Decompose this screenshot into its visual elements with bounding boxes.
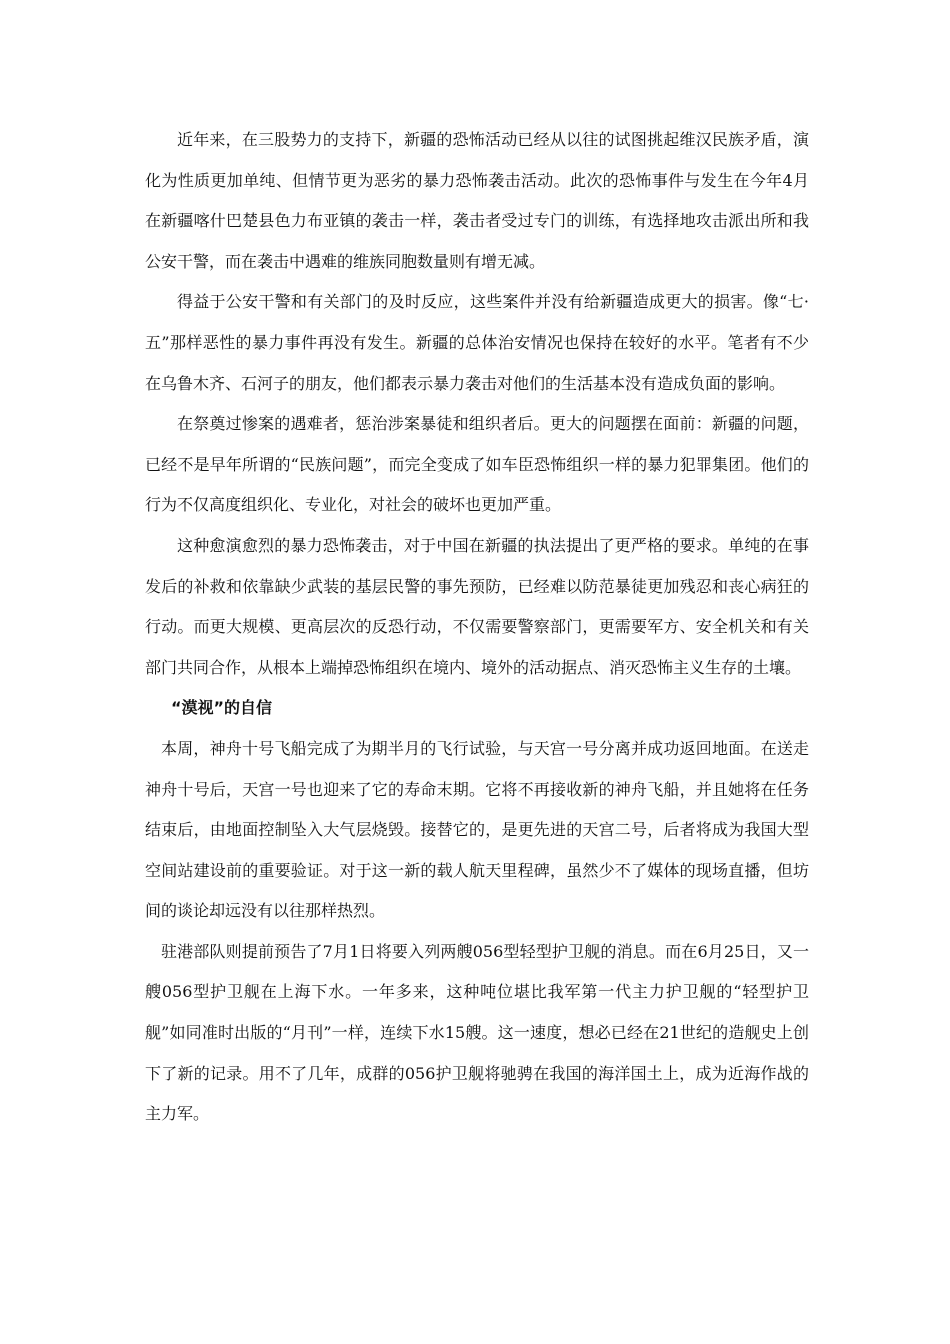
paragraph-police-response: 得益于公安干警和有关部门的及时反应，这些案件并没有给新疆造成更大的损害。像“七·五”那样恶性的暴力事件再没有发生。新疆的总体治安情况也保持在较好的水平。笔者有不少在乌鲁木齐、石河子的朋友，他们都表示暴力袭击对他们的生活基本没有造成负面的影响。 [145, 292, 809, 393]
paragraph-bigger-problem: 在祭奠过惨案的遇难者，惩治涉案暴徒和组织者后。更大的问题摆在面前：新疆的问题，已经不是早年所谓的“民族问题”，而完全变成了如车臣恐怖组织一样的暴力犯罪集团。他们的行为不仅高度组织化、专业化，对社会的破坏也更加严重。 [145, 414, 809, 515]
paragraph-shenzhou-tiangong: 本周，神舟十号飞船完成了为期半月的飞行试验，与天宫一号分离并成功返回地面。在送走神舟十号后，天宫一号也迎来了它的寿命末期。它将不再接收新的神舟飞船，并且她将在任务结束后，由地面控制坠入大气层烧毁。接替它的，是更先进的天宫二号，后者将成为我国大型空间站建设前的重要验证。对于这一新的载人航天里程碑，虽然少不了媒体的现场直播，但坊间的谈论却远没有以往那样热烈。 [145, 738, 809, 921]
paragraph-056-corvette: 驻港部队则提前预告了7月1日将要入列两艘056型轻型护卫舰的消息。而在6月25日，又一艘056型护卫舰在上海下水。一年多来，这种吨位堪比我军第一代主力护卫舰的“轻型护卫舰”如同准时出版的“月刊”一样，连续下水15艘。这一速度，想必已经在21世纪的造舰史上创下了新的记录。用不了几年，成群的056护卫舰将驰骋在我国的海洋国土上，成为近海作战的主力军。 [145, 941, 809, 1124]
section-heading: “漠视”的自信 [171, 698, 273, 718]
paragraph-counter-terror-requirements: 这种愈演愈烈的暴力恐怖袭击，对于中国在新疆的执法提出了更严格的要求。单纯的在事发后的补救和依靠缺少武装的基层民警的事先预防，已经难以防范暴徒更加残忍和丧心病狂的行动。而更大规模、更高层次的反恐行动，不仅需要警察部门，更需要军方、安全机关和有关部门共同合作，从根本上端掉恐怖组织在境内、境外的活动据点、消灭恐怖主义生存的土壤。 [145, 535, 809, 677]
article-body [145, 120, 809, 1135]
paragraph-xinjiang-terror-evolution: 近年来，在三股势力的支持下，新疆的恐怖活动已经从以往的试图挑起维汉民族矛盾，演化为性质更加单纯、但情节更为恶劣的暴力恐怖袭击活动。此次的恐怖事件与发生在今年4月在新疆喀什巴楚县色力布亚镇的袭击一样，袭击者受过专门的训练，有选择地攻击派出所和我公安干警，而在袭击中遇难的维族同胞数量则有增无减。 [145, 130, 809, 271]
